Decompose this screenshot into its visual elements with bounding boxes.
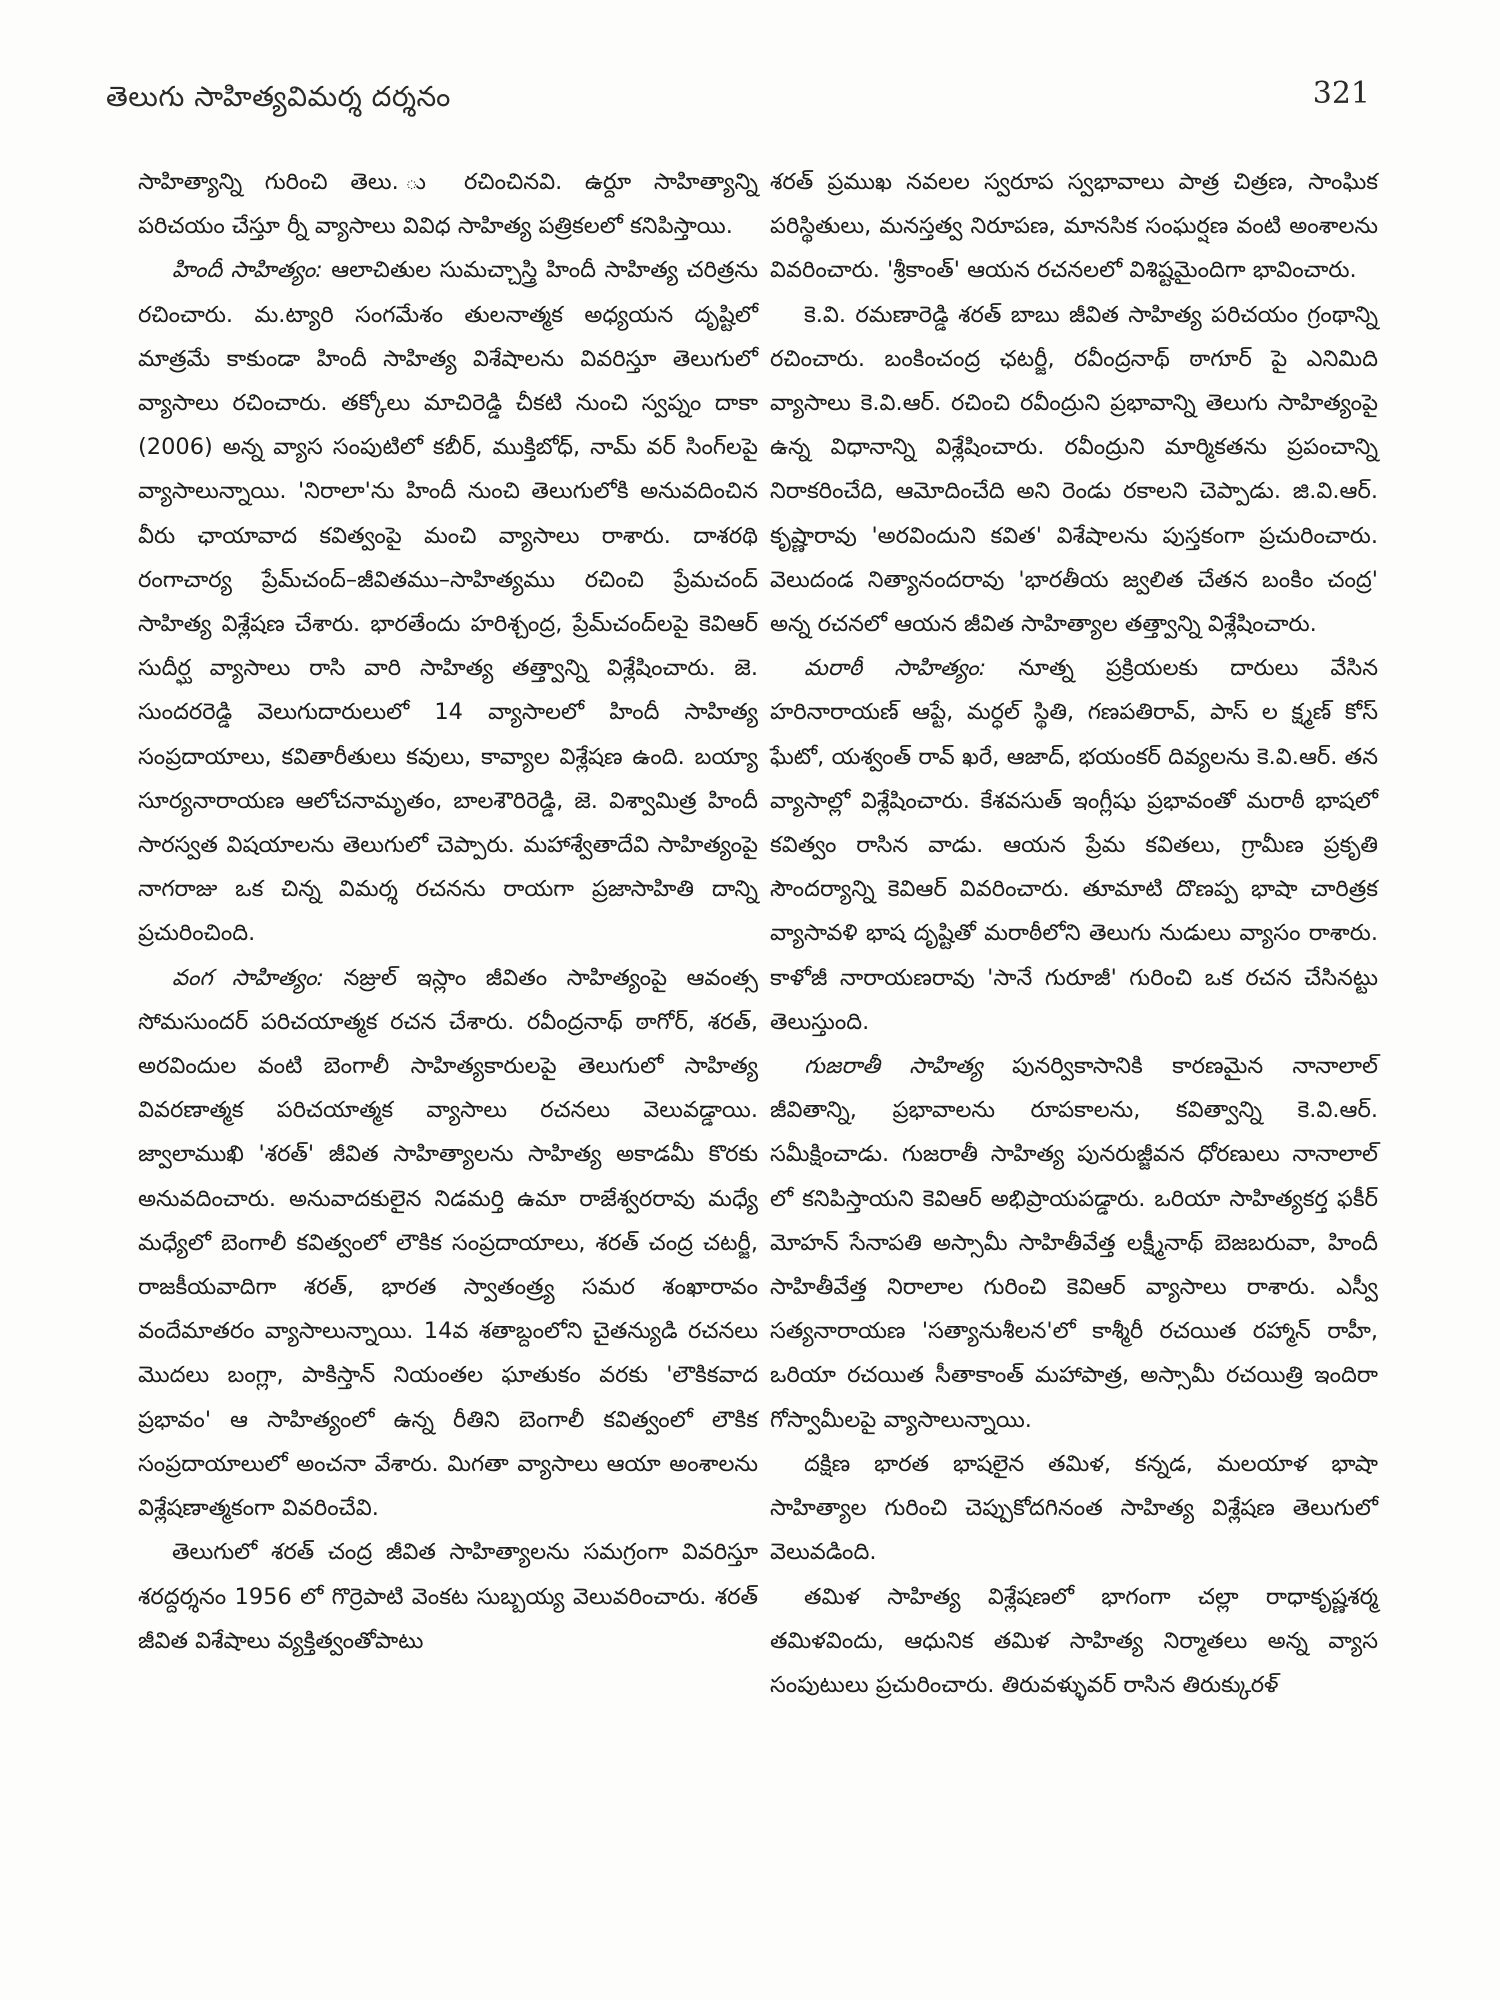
left-paragraph-1: సాహిత్యాన్ని గురించి తెలు. ు రచించినవి. ఉర్దూ సాహిత్యాన్ని పరిచయం చేస్తూ ర్నీ వ్యాసాలు వివిధ సాహిత్య పత్రికలలో కనిపిస్తాయి. <box>138 169 758 240</box>
right-paragraph-marathi <box>770 646 1378 1044</box>
left-paragraph-hindi <box>138 248 758 955</box>
right-paragraph-marathi-body: నూత్న ప్రక్రియలకు దారులు వేసిన హరినారాయణ్ ఆప్టే, మర్ధల్ స్థితి, గణపతిరావ్, పాస్ ల క్ష్మణ్ కోస్ ఘేటో, యశ్వంత్ రావ్ ఖరే, ఆజాద్, భయంకర్ దివ్యలను కె.వి.ఆర్. తన వ్యాసాల్లో విశ్లేషించారు. కేశవసుత్ ఇంగ్లీషు ప్రభావంతో మరాఠీ భాషలో కవిత్వం రాసిన వాడు. ఆయన ప్రేమ కవితలు, గ్రామీణ ప్రకృతి సౌందర్యాన్ని కెవిఆర్ వివరించారు. తూమాటి దొణప్ప భాషా చారిత్రక వ్యాసావళి భాష దృష్టితో మరాఠీలోని తెలుగు నుడులు వ్యాసం రాశారు. కాళోజీ నారాయణరావు 'సానే గురూజీ' గురించి ఒక రచన చేసినట్టు తెలుస్తుంది. <box>770 655 1378 1035</box>
right-paragraph-1: శరత్ ప్రముఖ నవలల స్వరూప స్వభావాలు పాత్ర చిత్రణ, సాంఘిక పరిస్థితులు, మనస్తత్వ నిరూపణ, మానసిక సంఘర్షణ వంటి అంశాలను వివరించారు. 'శ్రీకాంత్' ఆయన రచనలలో విశిష్టమైందిగా భావించారు. <box>770 169 1378 284</box>
right-column <box>770 160 1378 1707</box>
page-number: 321 <box>1312 76 1370 111</box>
right-paragraph-gujarati <box>770 1044 1378 1442</box>
right-paragraph-2: కె.వి. రమణారెడ్డి శరత్ బాబు జీవిత సాహిత్య పరిచయం గ్రంథాన్ని రచించారు. బంకించంద్ర ఛటర్జీ, రవీంద్రనాథ్ ఠాగూర్ పై ఎనిమిది వ్యాసాలు కె.వి.ఆర్. రచించి రవీంద్రుని ప్రభావాన్ని తెలుగు సాహిత్యంపై ఉన్న విధానాన్ని విశ్లేషించారు. రవీంద్రుని మార్మికతను ప్రపంచాన్ని నిరాకరించేది, ఆమోదించేది అని రెండు రకాలని చెప్పాడు. జి.వి.ఆర్. కృష్ణారావు 'అరవిందుని కవిత' విశేషాలను పుస్తకంగా ప్రచురించారు. వెలుదండ నిత్యానందరావు 'భారతీయ జ్వలిత చేతన బంకిం చంద్ర' అన్న రచనలో ఆయన జీవిత సాహిత్యాల తత్త్వాన్ని విశ్లేషించారు. <box>770 301 1378 638</box>
running-title: తెలుగు సాహిత్యవిమర్శ దర్శనం <box>106 80 451 113</box>
section-lead-bengali: వంగ సాహిత్యం: <box>172 964 324 991</box>
section-lead-hindi: హిందీ సాహిత్యం: <box>172 257 323 284</box>
right-paragraph-6: తమిళ సాహిత్య విశ్లేషణలో భాగంగా చల్లా రాధాకృష్ణశర్మ తమిళవిందు, ఆధునిక తమిళ సాహిత్య నిర్మాతలు అన్న వ్యాస సంపుటులు ప్రచురించారు. తిరువళ్ళువర్ రాసిన తిరుక్కురళ్ <box>770 1583 1378 1698</box>
page-header <box>100 70 1380 120</box>
right-paragraph-5: దక్షిణ భారత భాషలైన తమిళ, కన్నడ, మలయాళ భాషా సాహిత్యాల గురించి చెప్పుకోదగినంత సాహిత్య విశ్లేషణ తెలుగులో వెలువడింది. <box>770 1450 1378 1566</box>
right-paragraph-gujarati-body: పునర్వికాసానికి కారణమైన నానాలాల్ జీవితాన్ని, ప్రభావాలను రూపకాలను, కవిత్వాన్ని కె.వి.ఆర్. సమీక్షించాడు. గుజరాతీ సాహిత్య పునరుజ్జీవన ధోరణులు నానాలాల్ లో కనిపిస్తాయని కెవిఆర్ అభిప్రాయపడ్డారు. ఒరియా సాహిత్యకర్త ఫకీర్ మోహన్ సేనాపతి అస్సామీ సాహితీవేత్త లక్ష్మీనాథ్ బెజబరువా, హిందీ సాహితీవేత్త నిరాలాల గురించి కెవిఆర్ వ్యాసాలు రాశారు. ఎస్వీ సత్యనారాయణ 'సత్యానుశీలన'లో కాశ్మీరీ రచయిత రహ్మాన్ రాహీ, ఒరియా రచయిత సీతాకాంత్ మహాపాత్ర, అస్సామీ రచయిత్రి ఇందిరా గోస్వామీలపై వ్యాసాలున్నాయి. <box>770 1053 1378 1433</box>
section-lead-gujarati: గుజరాతీ సాహిత్య <box>804 1053 983 1080</box>
left-paragraph-hindi-body: ఆలాచితుల సుమచ్చాస్త్రి హిందీ సాహిత్య చరిత్రను రచించారు. మ.ట్యారి సంగమేశం తులనాత్మక అధ్యయన దృష్టిలో మాత్రమే కాకుండా హిందీ సాహిత్య విశేషాలను వివరిస్తూ తెలుగులో వ్యాసాలు రచించారు. తక్కోలు మాచిరెడ్డి చీకటి నుంచి స్వప్నం దాకా (2006) అన్న వ్యాస సంపుటిలో కబీర్, ముక్తిబోధ్, నామ్ వర్ సింగ్‌లపై వ్యాసాలున్నాయి. 'నిరాలా'ను హిందీ నుంచి తెలుగులోకి అనువదించిన వీరు ఛాయావాద కవిత్వంపై మంచి వ్యాసాలు రాశారు. దాశరథి రంగాచార్య ప్రేమ్‌చంద్–జీవితము–సాహిత్యము రచించి ప్రేమచంద్ సాహిత్య విశ్లేషణ చేశారు. భారతేందు హరిశ్చంద్ర, ప్రేమ్‌చంద్‌లపై కెవిఆర్ సుదీర్ఘ వ్యాసాలు రాసి వారి సాహిత్య తత్త్వాన్ని విశ్లేషించారు. జె. సుందరరెడ్డి వెలుగుదారులులో 14 వ్యాసాలలో హిందీ సాహిత్య సంప్రదాయాలు, కవితారీతులు కవులు, కావ్యాల విశ్లేషణ ఉంది. బయ్యా సూర్యనారాయణ ఆలోచనామృతం, బాలశౌరిరెడ్డి, జె. విశ్వామిత్ర హిందీ సారస్వత విషయాలను తెలుగులో చెప్పారు. మహాశ్వేతాదేవి సాహిత్యంపై నాగరాజు ఒక చిన్న విమర్శ రచనను రాయగా ప్రజాసాహితి దాన్ని ప్రచురించింది. <box>138 257 759 947</box>
left-column <box>138 160 758 1663</box>
section-lead-marathi: మరాఠీ సాహిత్యం: <box>804 655 987 682</box>
left-paragraph-bengali-body: నజ్రుల్ ఇస్లాం జీవితం సాహిత్యంపై ఆవంత్స సోమసుందర్ పరిచయాత్మక రచన చేశారు. రవీంద్రనాథ్ ఠాగోర్, శరత్, అరవిందుల వంటి బెంగాలీ సాహిత్యకారులపై తెలుగులో సాహిత్య వివరణాత్మక పరిచయాత్మక వ్యాసాలు రచనలు వెలువడ్డాయి. జ్వాలాముఖి 'శరత్' జీవిత సాహిత్యాలను సాహిత్య అకాడమీ కొరకు అనువదించారు. అనువాదకులైన నిడమర్తి ఉమా రాజేశ్వరరావు మధ్యే మధ్యేలో బెంగాలీ కవిత్వంలో లౌకిక సంప్రదాయాలు, శరత్ చంద్ర చటర్జీ, రాజకీయవాదిగా శరత్, భారత స్వాతంత్ర్య సమర శంఖారావం వందేమాతరం వ్యాసాలున్నాయి. 14వ శతాబ్దంలోని చైతన్యుడి రచనలు మొదలు బంగ్లా, పాకిస్తాన్ నియంతల ఘాతుకం వరకు 'లౌకికవాద ప్రభావం' ఆ సాహిత్యంలో ఉన్న రీతిని బెంగాలీ కవిత్వంలో లౌకిక సంప్రదాయాలులో అంచనా వేశారు. మిగతా వ్యాసాలు ఆయా అంశాలను విశ్లేషణాత్మకంగా వివరించేవి. <box>138 964 759 1522</box>
left-paragraph-bengali <box>138 956 758 1531</box>
left-paragraph-4: తెలుగులో శరత్ చంద్ర జీవిత సాహిత్యాలను సమగ్రంగా వివరిస్తూ శరద్దర్శనం 1956 లో గొర్రెపాటి వెంకట సుబ్బయ్య వెలువరించారు. శరత్ జీవిత విశేషాలు వ్యక్తిత్వంతోపాటు <box>138 1539 758 1654</box>
